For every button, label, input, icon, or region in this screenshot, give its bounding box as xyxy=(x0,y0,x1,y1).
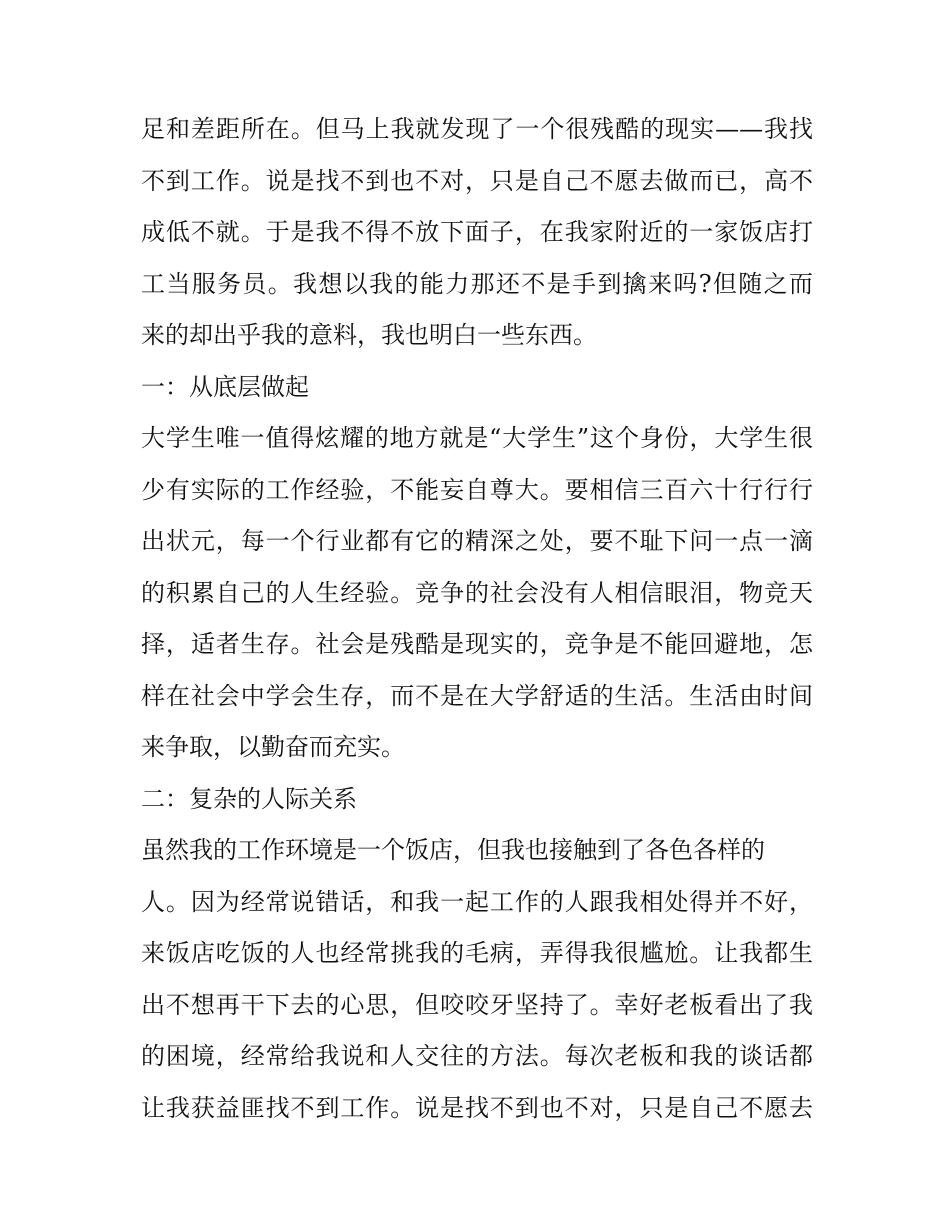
text-line: 人。因为经常说错话，和我一起工作的人跟我相处得并不好， xyxy=(141,887,813,916)
text-line: 虽然我的工作环境是一个饭店，但我也接触到了各色各样的 xyxy=(141,836,765,864)
text-line: 大学生唯一值得炫耀的地方就是“大学生”这个身份，大学生很 xyxy=(141,424,813,452)
text-line: 不到工作。说是找不到也不对，只是自己不愿去做而已，高不 xyxy=(141,166,813,195)
text-line: 出状元，每一个行业都有它的精深之处，要不耻下问一点一滴 xyxy=(141,527,813,555)
text-line: 少有实际的工作经验，不能妄自尊大。要相信三百六十行行行 xyxy=(141,475,813,504)
text-line: 的困境，经常给我说和人交往的方法。每次老板和我的谈话都 xyxy=(141,1042,813,1070)
text-line: 让我获益匪找不到工作。说是找不到也不对，只是自己不愿去 xyxy=(141,1093,813,1122)
text-line: 的积累自己的人生经验。竞争的社会没有人相信眼泪，物竞天 xyxy=(141,578,813,607)
text-line: 来饭店吃饭的人也经常挑我的毛病，弄得我很尴尬。让我都生 xyxy=(141,939,813,967)
body-text xyxy=(141,104,813,1134)
text-line: 样在社会中学会生存，而不是在大学舒适的生活。生活由时间 xyxy=(141,681,813,710)
text-line: 成低不就。于是我不得不放下面子，在我家附近的一家饭店打 xyxy=(141,218,813,246)
text-line: 来的却出乎我的意料，我也明白一些东西。 xyxy=(141,321,597,349)
text-line: 足和差距所在。但马上我就发现了一个很残酷的现实——我找 xyxy=(141,115,813,143)
text-line: 二：复杂的人际关系 xyxy=(141,784,357,813)
text-line: 工当服务员。我想以我的能力那还不是手到擒来吗?但随之而 xyxy=(141,269,813,298)
text-line: 择，适者生存。社会是残酷是现实的，竞争是不能回避地，怎 xyxy=(141,630,813,658)
text-line: 一：从底层做起 xyxy=(141,372,309,401)
text-line: 出不想再干下去的心思，但咬咬牙坚持了。幸好老板看出了我 xyxy=(141,990,813,1019)
text-line: 来争取，以勤奋而充实。 xyxy=(141,733,405,761)
